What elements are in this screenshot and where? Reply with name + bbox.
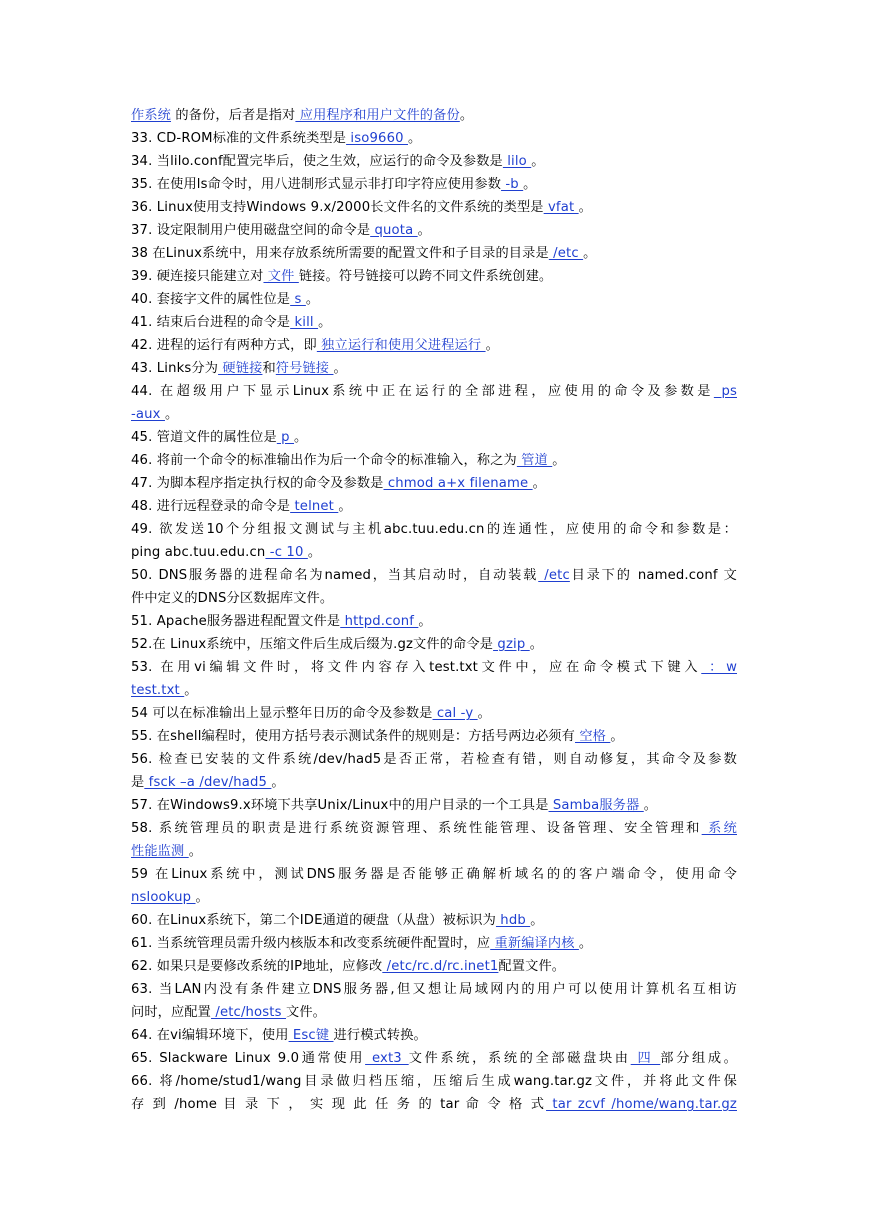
answer-text: httpd.conf (340, 614, 419, 629)
answer-text: 作系统 (131, 108, 172, 123)
answer-text: vfat (543, 200, 579, 215)
question-text: 。 (578, 200, 592, 215)
question-text: 配置文件。 (498, 959, 566, 974)
question-text: 。 (529, 637, 544, 652)
text-line (131, 840, 737, 863)
question-text: 44. 在超级用户下显示Linux系统中正在运行的全部进程，应使用的命令及参数是 (131, 384, 714, 399)
text-line (131, 1047, 737, 1070)
answer-text: 空格 (574, 729, 611, 744)
question-text: 61. 当系统管理员需升级内核版本和改变系统硬件配置时，应 (131, 936, 491, 951)
text-line (131, 403, 737, 426)
text-line (131, 863, 737, 886)
text-line (131, 679, 737, 702)
text-line (131, 932, 737, 955)
question-text: 33. CD-ROM标准的文件系统类型是 (131, 131, 347, 146)
question-text: 37. 设定限制用户使用磁盘空间的命令是 (131, 223, 371, 238)
question-text: 43. Links分为 (131, 361, 219, 376)
text-line (131, 587, 737, 610)
question-text: 。 (417, 223, 431, 238)
question-text: 。 (552, 453, 566, 468)
answer-text: s (290, 292, 306, 307)
question-text: 48. 进行远程登录的命令是 (131, 499, 291, 514)
question-text: 。 (485, 338, 499, 353)
answer-text: ext3 (365, 1051, 409, 1066)
answer-text: lilo (502, 154, 532, 169)
question-text: 49. 欲发送10个分组报文测试与主机abc.tuu.edu.cn的连通性，应使用的命令和参数是： (131, 522, 737, 537)
answer-text: 文件 (263, 269, 299, 284)
question-text: 51. Apache服务器进程配置文件是 (131, 614, 341, 629)
text-line (131, 196, 737, 219)
answer-text: 重新编译内核 (490, 936, 579, 951)
answer-text: ：w (701, 660, 737, 675)
text-line (131, 817, 737, 840)
question-text: 39. 硬连接只能建立对 (131, 269, 264, 284)
text-line (131, 518, 737, 541)
question-text: 45. 管道文件的属性位是 (131, 430, 277, 445)
text-line (131, 702, 737, 725)
question-text: 。 (294, 430, 308, 445)
question-text: 。 (477, 706, 491, 721)
question-text: 36. Linux使用支持Windows 9.x/2000长文件名的文件系统的类型是 (131, 200, 544, 215)
question-text: 。 (530, 913, 544, 928)
text-line (131, 426, 737, 449)
answer-text: 系统 (701, 821, 737, 836)
question-text: 35. 在使用ls命令时，用八进制形式显示非打印字符应使用参数 (131, 177, 502, 192)
question-text: 42. 进程的运行有两种方式，即 (131, 338, 317, 353)
question-text: 63. 当LAN内没有条件建立DNS服务器,但又想让局域网内的用户可以使用计算机名互相访 (131, 982, 737, 997)
text-line (131, 1024, 737, 1047)
question-text: 。 (531, 154, 545, 169)
question-text: 。 (333, 361, 347, 376)
question-text: 56. 检查已安装的文件系统/dev/had5是否正常，若检查有错，则自动修复，其命令及参数 (131, 752, 737, 767)
question-text: 58. 系统管理员的职责是进行系统资源管理、系统性能管理、设备管理、安全管理和 (131, 821, 702, 836)
question-text: 部分组成。 (660, 1051, 737, 1066)
question-text: 41. 结束后台进程的命令是 (131, 315, 291, 330)
answer-text: 应用程序和用户文件的备份 (295, 108, 460, 123)
text-line (131, 288, 737, 311)
question-text: 。 (188, 844, 203, 859)
question-text: 。 (164, 407, 179, 422)
answer-text: ps (713, 384, 737, 399)
answer-text: gzip (493, 637, 530, 652)
question-text: 文件系统，系统的全部磁盘块由 (408, 1051, 631, 1066)
text-line (131, 978, 737, 1001)
question-text: 46. 将前一个命令的标准输出作为后一个命令的标准输入，称之为 (131, 453, 517, 468)
answer-text: p (276, 430, 295, 445)
text-line (131, 656, 737, 679)
answer-text: nslookup (131, 890, 196, 905)
question-text: 。 (610, 729, 624, 744)
question-text: 38 在Linux系统中，用来存放系统所需要的配置文件和子目录的目录是 (131, 246, 549, 261)
text-line (131, 357, 737, 380)
question-text: 。 (318, 315, 332, 330)
text-line (131, 1001, 737, 1024)
answer-text: Esc键 (288, 1028, 334, 1043)
answer-text: /etc (538, 568, 570, 583)
text-line (131, 150, 737, 173)
question-text: 。 (418, 614, 432, 629)
question-text: 问时，应配置 (131, 1005, 212, 1020)
question-text: 55. 在shell编程时，使用方括号表示测试条件的规则是：方括号两边必须有 (131, 729, 575, 744)
question-text: 。 (578, 936, 593, 951)
question-text: 的备份，后者是指对 (171, 108, 296, 123)
text-line (131, 909, 737, 932)
answer-text: -aux (131, 407, 165, 422)
text-line (131, 610, 737, 633)
answer-text: hdb (495, 913, 531, 928)
text-line (131, 104, 737, 127)
answer-text: -b (501, 177, 524, 192)
answer-text: 符号链接 (275, 361, 334, 376)
text-line (131, 334, 737, 357)
answer-text: fsck –a /dev/had5 (144, 775, 272, 790)
answer-text: 独立运行和使用父进程运行 (316, 338, 486, 353)
answer-text: /etc/hosts (211, 1005, 286, 1020)
question-text: 52.在 Linux系统中，压缩文件后生成后缀为.gz文件的命令是 (131, 637, 494, 652)
question-text: 59 在Linux系统中，测试DNS服务器是否能够正确解析域名的的客户端命令，使用命令 (131, 867, 737, 882)
question-text: 62. 如果只是要修改系统的IP地址，应修改 (131, 959, 383, 974)
question-text: 65. Slackware Linux 9.0通常使用 (131, 1051, 366, 1066)
answer-text: test.txt (131, 683, 185, 698)
text-line (131, 219, 737, 242)
text-line (131, 173, 737, 196)
text-line (131, 127, 737, 150)
text-line (131, 886, 737, 909)
text-line (131, 449, 737, 472)
answer-text: /etc/rc.d/rc.inet1 (382, 959, 499, 974)
question-text: 64. 在vi编辑环境下，使用 (131, 1028, 289, 1043)
text-line (131, 1093, 737, 1116)
text-line (131, 955, 737, 978)
question-text: 。 (271, 775, 285, 790)
answer-text: telnet (290, 499, 339, 514)
answer-text: -c 10 (265, 545, 308, 560)
question-text: 。 (305, 292, 320, 307)
text-line (131, 380, 737, 403)
question-text: 34. 当lilo.conf配置完毕后，使之生效，应运行的命令及参数是 (131, 154, 503, 169)
text-line (131, 311, 737, 334)
question-text: 60. 在Linux系统下，第二个IDE通道的硬盘（从盘）被标识为 (131, 913, 496, 928)
answer-text: 硬链接 (218, 361, 263, 376)
question-text: 进行模式转换。 (333, 1028, 427, 1043)
text-line (131, 748, 737, 771)
question-text: 。 (195, 890, 209, 905)
text-line (131, 265, 737, 288)
question-text: 53. 在用vi编辑文件时，将文件内容存入test.txt文件中，应在命令模式下键入 (131, 660, 702, 675)
text-line (131, 1070, 737, 1093)
answer-text: iso9660 (346, 131, 408, 146)
text-line (131, 771, 737, 794)
question-text: 链接。符号链接可以跨不同文件系统创建。 (298, 269, 553, 284)
question-text: ping abc.tuu.edu.cn (131, 545, 266, 560)
answer-text: /etc (548, 246, 584, 261)
question-text: 。 (643, 798, 658, 813)
question-text: 57. 在Windows9.x环境下共享Unix/Linux中的用户目录的一个工具是 (131, 798, 549, 813)
question-text: 件中定义的DNS分区数据库文件。 (131, 591, 334, 606)
question-text: 和 (262, 361, 276, 376)
text-line (131, 495, 737, 518)
text-line (131, 794, 737, 817)
question-text: 40. 套接字文件的属性位是 (131, 292, 291, 307)
answer-text: 四 (630, 1051, 661, 1066)
question-text: 。 (532, 476, 546, 491)
answer-text: 性能监测 (131, 844, 189, 859)
document-page (131, 104, 737, 1116)
text-line (131, 633, 737, 656)
question-text: 。 (408, 131, 422, 146)
text-line (131, 242, 737, 265)
question-text: 文件。 (285, 1005, 326, 1020)
question-text: 。 (307, 545, 322, 560)
answer-text: tar zcvf /home/wang.tar.gz (546, 1097, 737, 1112)
answer-text: cal -y (432, 706, 478, 721)
answer-text: chmod a+x filename (383, 476, 533, 491)
text-line (131, 564, 737, 587)
question-text: 目录下的 named.conf 文 (569, 568, 737, 583)
question-text: 是 (131, 775, 145, 790)
question-text: 。 (523, 177, 537, 192)
question-text: 存 到 /home 目 录 下 ， 实 现 此 任 务 的 tar 命 令 格 式 (131, 1097, 547, 1112)
text-line (131, 725, 737, 748)
question-text: 66. 将/home/stud1/wang目录做归档压缩，压缩后生成wang.tar.gz文件，并将此文件保 (131, 1074, 737, 1089)
question-text: 。 (583, 246, 597, 261)
answer-text: kill (290, 315, 319, 330)
answer-text: Samba服务器 (548, 798, 644, 813)
text-line (131, 541, 737, 564)
question-text: 。 (459, 108, 474, 123)
question-text: 。 (184, 683, 198, 698)
question-text: 50. DNS服务器的进程命名为named，当其启动时，自动装载 (131, 568, 539, 583)
text-line (131, 472, 737, 495)
question-text: 54 可以在标准输出上显示整年日历的命令及参数是 (131, 706, 433, 721)
answer-text: quota (370, 223, 418, 238)
question-text: 47. 为脚本程序指定执行权的命令及参数是 (131, 476, 384, 491)
question-text: 。 (338, 499, 352, 514)
answer-text: 管道 (516, 453, 553, 468)
